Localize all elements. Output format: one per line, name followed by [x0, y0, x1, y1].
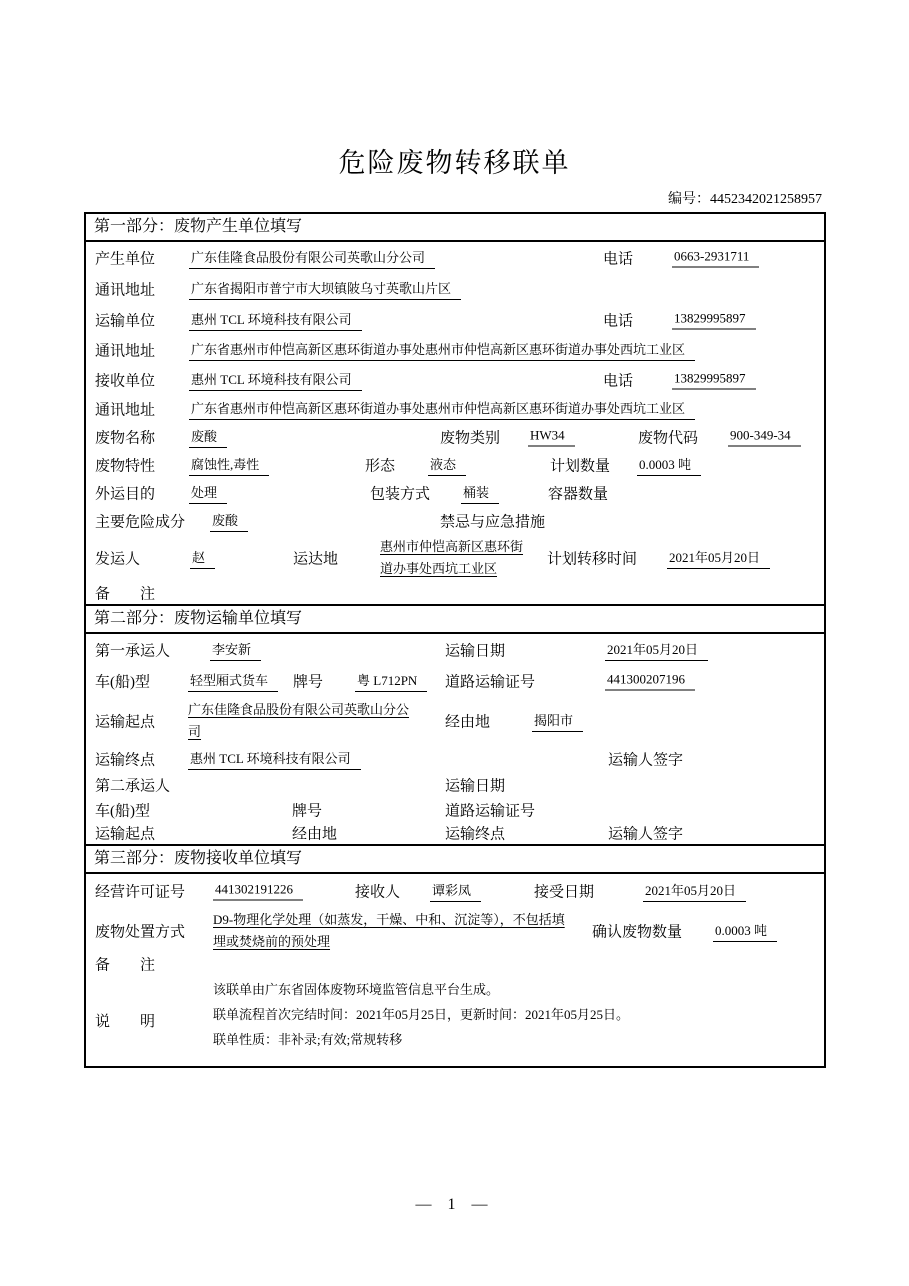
- row-transporter: [86, 304, 824, 335]
- page-title: 危险废物转移联单: [338, 148, 571, 178]
- plate1-label: 牌号: [293, 674, 324, 691]
- carrier1-label: 第一承运人: [95, 643, 171, 660]
- transfer-time-value: 2021年05月20日: [667, 547, 770, 569]
- vehicle1-value: 轻型厢式货车: [188, 670, 278, 692]
- accept-date-label: 接受日期: [534, 884, 595, 901]
- row-carrier1: [86, 634, 824, 666]
- waste-name-label: 废物名称: [95, 430, 156, 447]
- plate2-label: 牌号: [292, 803, 323, 820]
- carrier1-value: 李安新: [210, 639, 261, 661]
- producer-phone-label: 电话: [603, 251, 634, 268]
- notes-block: [213, 977, 629, 1052]
- end2-label: 运输终点: [445, 826, 506, 843]
- transporter-label: 运输单位: [95, 313, 156, 329]
- origin1-value: 广东佳隆食品股份有限公司英歌山分公司: [188, 702, 410, 739]
- transporter-address-value: 广东省惠州市仲恺高新区惠环街道办事处惠州市仲恺高新区惠环街道办事处西坑工业区: [189, 339, 695, 361]
- row-waste-property: [86, 451, 824, 479]
- origin2-label: 运输起点: [95, 826, 156, 843]
- row-transporter-address: [86, 335, 824, 365]
- form-value: 液态: [428, 454, 466, 476]
- confirmed-qty-label: 确认废物数量: [592, 924, 683, 941]
- license-label: 经营许可证号: [95, 884, 186, 901]
- waste-category-label: 废物类别: [440, 430, 501, 447]
- row-vehicle2: [86, 798, 824, 822]
- plate1-value: 粤 L712PN: [355, 670, 427, 692]
- planned-qty-label: 计划数量: [550, 458, 611, 475]
- accept-person-label: 接收人: [355, 884, 401, 901]
- waste-name-value: 废酸: [189, 426, 227, 448]
- section3-header: 第三部分：废物接收单位填写: [86, 844, 824, 874]
- vehicle2-label: 车(船)型: [95, 803, 150, 820]
- waste-category-value: HW34: [528, 428, 575, 447]
- destination-label: 运达地: [293, 551, 339, 568]
- via1-value: 揭阳市: [532, 710, 583, 732]
- section2-header: 第二部分：废物运输单位填写: [86, 604, 824, 634]
- sender-value: 赵: [190, 547, 215, 569]
- row-notes: [86, 974, 824, 1066]
- end1-value: 惠州 TCL 环境科技有限公司: [188, 748, 361, 770]
- row-route1: [86, 696, 824, 746]
- end1-label: 运输终点: [95, 752, 156, 769]
- transporter-phone-value: 13829995897: [672, 310, 756, 329]
- container-qty-label: 容器数量: [548, 486, 609, 503]
- accept-date-value: 2021年05月20日: [643, 880, 746, 902]
- license-value: 441302191226: [213, 882, 303, 901]
- receiver-address-value: 广东省惠州市仲恺高新区惠环街道办事处惠州市仲恺高新区惠环街道办事处西坑工业区: [189, 398, 695, 420]
- disposal-value: D9-物理化学处理（如蒸发，干燥、中和、沉淀等），不包括填埋或焚烧前的预处理: [213, 912, 565, 949]
- packaging-value: 桶装: [461, 482, 499, 504]
- emergency-label: 禁忌与应急措施: [440, 514, 546, 531]
- row-license: [86, 874, 824, 908]
- origin1-label: 运输起点: [95, 714, 156, 731]
- receiver-value: 惠州 TCL 环境科技有限公司: [189, 369, 362, 391]
- purpose-label: 外运目的: [95, 486, 156, 503]
- notes-line-2: 联单流程首次完结时间：2021年05月25日，更新时间：2021年05月25日。: [213, 1007, 630, 1022]
- accept-person-value: 谭彩凤: [430, 880, 481, 902]
- receiver-phone-value: 13829995897: [672, 371, 756, 390]
- via2-label: 经由地: [292, 826, 338, 843]
- serial-line: [84, 188, 822, 208]
- row-vehicle1: [86, 666, 824, 696]
- form-label: 形态: [365, 458, 396, 475]
- serial-number: 4452342021258957: [710, 192, 822, 207]
- row-dispatch: [86, 535, 824, 581]
- waste-code-value: 900-349-34: [728, 428, 801, 447]
- sign2-label: 运输人签字: [608, 826, 684, 843]
- waste-property-label: 废物特性: [95, 458, 156, 475]
- row-purpose: [86, 479, 824, 507]
- sender-label: 发运人: [95, 551, 141, 568]
- via1-label: 经由地: [445, 714, 491, 731]
- sign1-label: 运输人签字: [608, 752, 684, 769]
- notes-line-3: 联单性质：非补录;有效;常规转移: [213, 1032, 403, 1047]
- vehicle1-label: 车(船)型: [95, 674, 150, 691]
- waste-code-label: 废物代码: [638, 430, 699, 447]
- receiver-address-label: 通讯地址: [95, 402, 156, 419]
- row-hazard: [86, 507, 824, 535]
- transport-date1-value: 2021年05月20日: [605, 639, 708, 661]
- transporter-phone-label: 电话: [603, 313, 634, 329]
- disposal-label: 废物处置方式: [95, 924, 186, 941]
- hazard-label: 主要危险成分: [95, 514, 186, 531]
- row-end1: [86, 746, 824, 772]
- producer-address-label: 通讯地址: [95, 282, 156, 299]
- s3-remark-label: 备 注: [95, 957, 156, 974]
- producer-value: 广东佳隆食品股份有限公司英歌山分公司: [189, 247, 435, 269]
- notes-line-1: 该联单由广东省固体废物环境监管信息平台生成。: [213, 982, 500, 997]
- receiver-label: 接收单位: [95, 373, 156, 390]
- section1-header: 第一部分：废物产生单位填写: [86, 214, 824, 242]
- row-producer: [86, 242, 824, 274]
- planned-qty-value: 0.0003 吨: [637, 454, 701, 476]
- producer-address-value: 广东省揭阳市普宁市大坝镇陂乌寸英歌山片区: [189, 278, 461, 300]
- road-permit1-label: 道路运输证号: [445, 674, 536, 691]
- row-producer-address: [86, 274, 824, 304]
- transport-date2-label: 运输日期: [445, 778, 506, 795]
- notes-label: 说 明: [95, 1014, 156, 1030]
- carrier2-label: 第二承运人: [95, 778, 171, 795]
- waste-property-value: 腐蚀性,毒性: [189, 454, 269, 476]
- transport-date1-label: 运输日期: [445, 643, 506, 660]
- page-number: — 1 —: [415, 1196, 494, 1213]
- confirmed-qty-value: 0.0003 吨: [713, 920, 777, 942]
- road-permit2-label: 道路运输证号: [445, 803, 536, 820]
- row-carrier2: [86, 772, 824, 798]
- transporter-value: 惠州 TCL 环境科技有限公司: [189, 309, 362, 331]
- row-receiver-address: [86, 395, 824, 423]
- serial-label: 编号：: [668, 192, 710, 207]
- manifest-table: [84, 212, 826, 1068]
- destination-value: 惠州市仲恺高新区惠环街道办事处西坑工业区: [380, 539, 524, 576]
- row-s3-remark: [86, 954, 824, 974]
- producer-phone-value: 0663-2931711: [672, 249, 759, 268]
- receiver-phone-label: 电话: [603, 373, 634, 390]
- producer-label: 产生单位: [95, 251, 156, 268]
- row-route2: [86, 822, 824, 844]
- packaging-label: 包装方式: [370, 486, 431, 503]
- row-receiver: [86, 365, 824, 395]
- transporter-address-label: 通讯地址: [95, 343, 156, 360]
- row-disposal: [86, 908, 824, 954]
- row-waste-name: [86, 423, 824, 451]
- road-permit1-value: 441300207196: [605, 672, 695, 691]
- transfer-time-label: 计划转移时间: [547, 551, 638, 568]
- s1-remark-label: 备 注: [95, 586, 156, 602]
- row-s1-remark: [86, 581, 824, 604]
- hazard-value: 废酸: [210, 510, 248, 532]
- purpose-value: 处理: [189, 482, 227, 504]
